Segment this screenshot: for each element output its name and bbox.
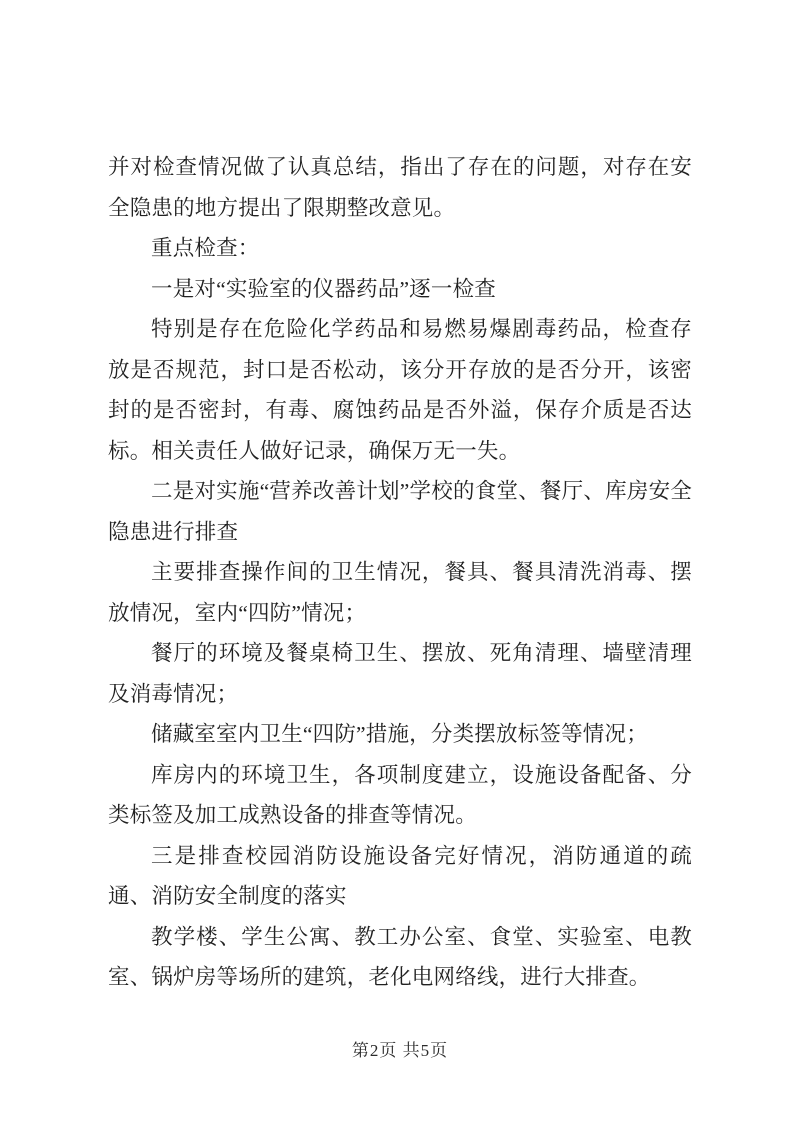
- paragraph: 餐厅的环境及餐桌椅卫生、摆放、死角清理、墙壁清理及消毒情况；: [108, 641, 692, 706]
- paragraph: 特别是存在危险化学药品和易燃易爆剧毒药品，检查存放是否规范，封口是否松动，该分开存放的是否分开，该密封的是否密封，有毒、腐蚀药品是否外溢，保存介质是否达标。相关责任人做好记录，确保万无一失。: [108, 317, 692, 463]
- paragraph: 三是排查校园消防设施设备完好情况，消防通道的疏通、消防安全制度的落实: [108, 843, 692, 908]
- paragraph: 并对检查情况做了认真总结，指出了存在的问题，对存在安全隐患的地方提出了限期整改意见。: [108, 155, 692, 220]
- paragraph: 主要排查操作间的卫生情况，餐具、餐具清洗消毒、摆放情况，室内“四防”情况；: [108, 560, 692, 625]
- paragraph: 教学楼、学生公寓、教工办公室、食堂、实验室、电教室、锅炉房等场所的建筑，老化电网络线，进行大排查。: [108, 924, 692, 989]
- paragraph: 一是对“实验室的仪器药品”逐一检查: [151, 276, 496, 301]
- document-body: [108, 147, 692, 998]
- page-number: 第2页 共5页: [351, 1041, 449, 1060]
- page-footer: [0, 1038, 800, 1064]
- paragraph: 重点检查：: [151, 236, 260, 260]
- paragraph: 储藏室室内卫生“四防”措施，分类摆放标签等情况；: [151, 722, 648, 746]
- paragraph: 库房内的环境卫生，各项制度建立，设施设备配备、分类标签及加工成熟设备的排查等情况。: [108, 762, 692, 827]
- paragraph: 二是对实施“营养改善计划”学校的食堂、餐厅、库房安全隐患进行排查: [108, 479, 692, 544]
